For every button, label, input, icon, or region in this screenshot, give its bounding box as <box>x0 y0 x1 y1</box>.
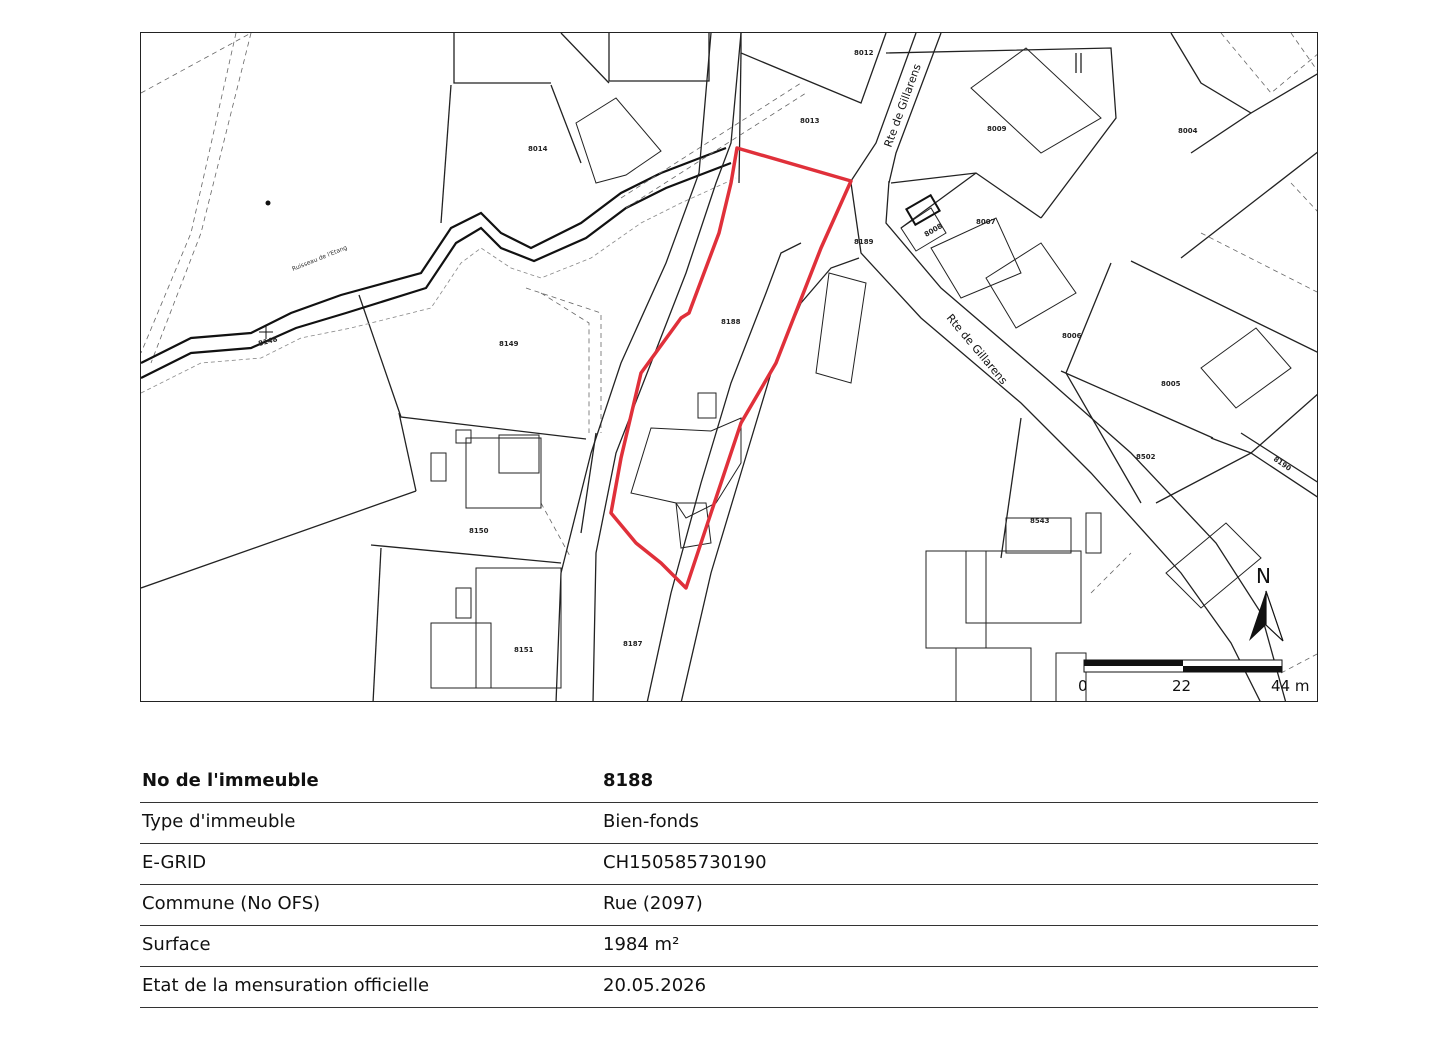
row-label: Commune (No OFS) <box>142 893 321 914</box>
highlighted-parcel-outline <box>611 148 851 588</box>
parcel-label-8008: 8008 <box>923 222 944 239</box>
parcel-label-8009: 8009 <box>987 125 1007 133</box>
road-marker <box>1076 53 1081 73</box>
scale-bar <box>1078 660 1309 695</box>
scale-tick-0: 0 <box>1078 677 1088 695</box>
survey-point-marker <box>266 201 271 206</box>
cadastral-map <box>140 32 1318 702</box>
parcel-label-8502: 8502 <box>1136 453 1156 461</box>
scale-tick-44: 44 m <box>1271 677 1310 695</box>
parcel-label-8013: 8013 <box>800 117 820 125</box>
parcel-label-8188: 8188 <box>721 318 741 326</box>
table-row <box>140 967 1318 1008</box>
parcel-label-8189: 8189 <box>854 238 874 246</box>
row-value: 1984 m² <box>603 934 680 955</box>
parcel-label-8005: 8005 <box>1161 380 1181 388</box>
row-value: CH150585730190 <box>603 852 767 873</box>
table-row <box>140 926 1318 967</box>
parcel-boundaries <box>141 33 1318 702</box>
table-row <box>140 762 1318 803</box>
table-row <box>140 844 1318 885</box>
row-value: 20.05.2026 <box>603 975 707 996</box>
parcel-label-8012: 8012 <box>854 49 874 57</box>
north-label: N <box>1256 564 1271 588</box>
stream-lines <box>141 148 731 378</box>
parcel-label-8007: 8007 <box>976 218 996 226</box>
parcel-label-8543: 8543 <box>1030 517 1050 525</box>
parcel-label-8006: 8006 <box>1062 332 1082 340</box>
parcel-label-8004: 8004 <box>1178 127 1198 135</box>
row-value: 8188 <box>603 770 654 791</box>
road-label-top: Rte de Gillarens <box>881 62 924 150</box>
stream-label: Ruisseau de l'Etang <box>291 244 349 273</box>
row-label: No de l'immeuble <box>142 770 319 791</box>
scale-tick-22: 22 <box>1172 677 1192 695</box>
parcel-label-8150: 8150 <box>469 527 489 535</box>
parcel-label-8151: 8151 <box>514 646 534 654</box>
parcel-label-8149: 8149 <box>499 340 519 348</box>
road-label-middle: Rte de Gillarens <box>943 311 1011 388</box>
table-row <box>140 803 1318 844</box>
property-info-table <box>140 762 1318 1008</box>
stream-dashed-edge <box>141 178 736 393</box>
parcel-labels <box>257 49 1292 654</box>
roads <box>556 33 1286 702</box>
row-label: Etat de la mensuration officielle <box>142 975 430 996</box>
row-value: Rue (2097) <box>603 893 703 914</box>
row-label: E-GRID <box>142 852 207 873</box>
table-row <box>140 885 1318 926</box>
parcel-label-8190: 8190 <box>1271 455 1293 473</box>
parcel-label-8148: 8148 <box>257 335 279 348</box>
map-canvas <box>141 33 1318 702</box>
row-label: Surface <box>142 934 211 955</box>
parcel-label-8187: 8187 <box>623 640 643 648</box>
row-label: Type d'immeuble <box>142 811 296 832</box>
parcel-label-8014: 8014 <box>528 145 548 153</box>
row-value: Bien-fonds <box>603 811 699 832</box>
